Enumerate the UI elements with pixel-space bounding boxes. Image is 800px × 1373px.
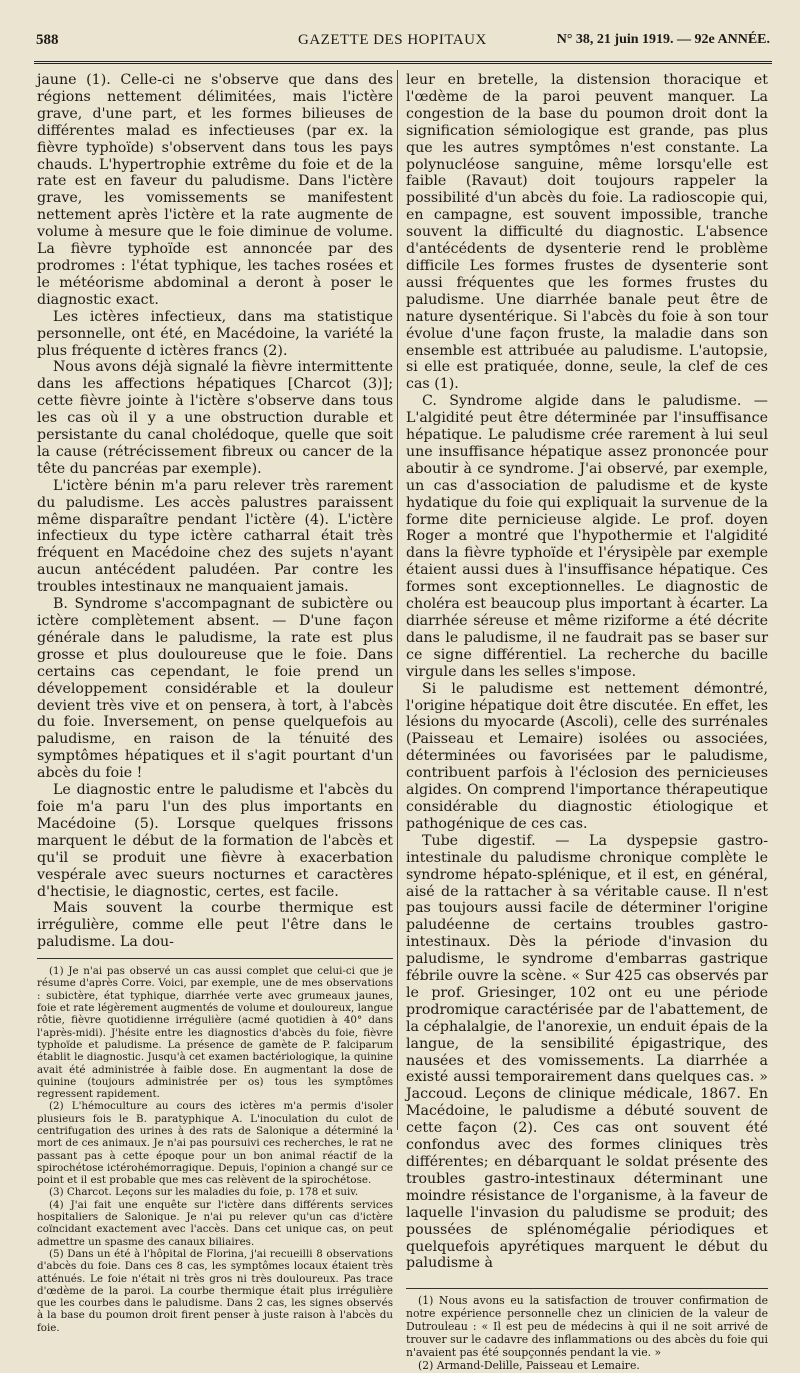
left-footnotes: [37, 965, 393, 1334]
footnote: (2) Armand-Delille, Paisseau et Lemaire.: [418, 1358, 640, 1372]
right-paragraph: Tube digestif. — La dyspepsie gastro-intestinale du paludisme chronique complète le syndrome hépato-splénique, et il est, en général, aisé de la rattacher à sa véritable cause. Il n'est pas toujours aussi facile de déterminer l'origine paludéenne de certains troubles gastro-intestinaux. Dès la période d'invasion du paludisme, le syndrome d'embarras gastrique fébrile ouvre la scène. « Sur 425 cas observés par le prof. Griesinger, 102 ont eu une période prodromique caractérisée par de l'abattement, de la céphalalgie, de l'anorexie, un enduit épais de la langue, de la sensibilité épigastrique, des nausées et des vomissements. La diarrhée a existé aussi temporairement dans quelques cas. » Jaccoud. Leçons de clinique médicale, 1867. En Macédoine, le paludisme a débuté souvent de cette façon (2). Ces cas ont souvent été confondus avec des formes cliniques très différentes; en débarquant le soldat présente des troubles gastro-intestinaux déterminant une moindre résistance de l'organisme, à la faveur de laquelle l'invasion du paludisme se produit; des poussées de splénomégalie périodiques et quelquefois apyrétiques marquent le début du paludisme à: [406, 832, 768, 1272]
left-paragraph: B. Syndrome s'accompagnant de subictère ou ictère complètement absent. — D'une façon générale dans le paludisme, la rate est plus grosse et plus douloureuse que le foie. Dans certains cas cependant, le foie prend un développement considérable et la douleur devient très vive et on pensera, à tort, à l'abcès du foie. Inversement, on pense quelquefois au paludisme, en raison de la ténuité des symptômes hépatiques et il s'agit pourtant d'un abcès du foie !: [37, 596, 393, 782]
left-paragraph: Le diagnostic entre le paludisme et l'abcès du foie m'a paru l'un des plus importants en Macédoine (5). Lorsque quelques frissons marquent le début de la formation de l'abcès et qu'il se produit une fièvre à exacerbation vespérale avec sueurs nocturnes et caractères d'hectisie, le diagnostic, certes, est facile.: [37, 782, 393, 900]
left-paragraph: Les ictères infectieux, dans ma statistique personnelle, ont été, en Macédoine, la variété la plus fréquente d ictères francs (2).: [37, 308, 393, 359]
running-header: [36, 32, 770, 56]
footnote: (1) Nous avons eu la satisfaction de trouver confirmation de notre expérience personnelle chez un clinicien de la valeur de Dutrouleau : « Il est peu de médecins à qui il ne soit arrivé de trouver sur le cadavre des inflammations ou des abcès du foie qui n'avaient pas été soupçonnés pendant la vie. »: [406, 1294, 768, 1359]
right-footnotes: [406, 1288, 768, 1372]
footnote: (3) Charcot. Leçons sur les maladies du foie, p. 178 et suiv.: [49, 1186, 359, 1199]
footnote-rule: [37, 958, 393, 959]
left-paragraph: Nous avons déjà signalé la fièvre intermittente dans les affections hépatiques [Charcot (3)]; cette fièvre jointe à l'ictère s'observe dans tous les cas où il y a une obstruction durable et persistante du canal cholédoque, quelle que soit la cause (rétrécissement fibreux ou cancer de la tête du pancréas par exemple).: [37, 359, 393, 477]
footnote-rule: [406, 1288, 768, 1289]
right-paragraph: leur en bretelle, la distension thoracique et l'œdème de la paroi peuvent manquer. La congestion de la base du poumon droit dont la signification sémiologique est grande, pas plus que les autres symptômes n'est constante. La polynucléose sanguine, même lorsqu'elle est faible (Ravaut) doit toujours rappeler la possibilité d'un abcès du foie. La radioscopie qui, en campagne, est souvent impossible, tranche souvent la difficulté du diagnostic. L'absence d'antécédents de dysenterie rend le problème difficile Les formes frustes de dysenterie sont aussi fréquentes que les formes frustes du paludisme. Une diarrhée banale peut être de nature dysentérique. Si l'abcès du foie à son tour évolue d'une façon fruste, la maladie dans son ensemble est attribuée au paludisme. L'autopsie, si elle est pratiquée, donne, seule, la clef de ces cas (1).: [406, 72, 768, 393]
footnote: (4) J'ai fait une enquête sur l'ictère dans différents services hospitaliers de Salonique. Je n'ai pu relever qu'un cas d'ictère coïncidant exactement avec l'accès. Dans cet unique cas, on peut admettre un spasme des canaux biliaires.: [37, 1198, 393, 1248]
left-paragraph: jaune (1). Celle-ci ne s'observe que dans des régions nettement délimitées, mais l'ictère grave, d'une part, et les formes bilieuses de différentes malad es infectieuses (par ex. la fièvre typhoïde) s'observent dans tous les pays chauds. L'hypertrophie extrême du foie et de la rate est en faveur du paludisme. Dans l'ictère grave, les vomissements se manifestent nettement après l'ictère et la rate augmente de volume à mesure que le foie diminue de volume. La fièvre typhoïde est annoncée par des prodromes : l'état typhique, les taches rosées et le météorisme abdominal a deront à poser le diagnostic exact.: [37, 72, 393, 308]
left-body-text: [37, 72, 393, 951]
left-column: [37, 72, 393, 1334]
right-body-text: [406, 72, 768, 1272]
left-paragraph: Mais souvent la courbe thermique est irrégulière, comme elle peut l'être dans le paludisme. La dou-: [37, 900, 393, 951]
journal-title: GAZETTE DES HOPITAUX: [298, 32, 487, 48]
page-number: 588: [36, 32, 59, 48]
footnote: (5) Dans un été à l'hôpital de Florina, j'ai recueilli 8 observations d'abcès du foie. Dans ces 8 cas, les symptômes locaux étaient très atténués. Le foie n'était ni très gros ni très douloureux. Pas trace d'œdème de la paroi. La courbe thermique était plus irrégulière que les courbes dans le paludisme. Dans 2 cas, les signes observés à la base du poumon droit firent penser à juste raison à l'abcès du foie.: [37, 1247, 393, 1334]
header-rule: [34, 61, 772, 64]
right-paragraph: Si le paludisme est nettement démontré, l'origine hépatique doit être discutée. En effet, les lésions du myocarde (Ascoli), celle des surrénales (Paisseau et Lemaire) isolées ou associées, déterminées ou favorisées par le paludisme, contribuent parfois à l'éclosion des pernicieuses algides. On comprend l'importance thérapeutique considérable du diagnostic étiologique et pathogénique de ces cas.: [406, 680, 768, 832]
right-paragraph: C. Syndrome algide dans le paludisme. — L'algidité peut être déterminée par l'insuffisance hépatique. Le paludisme crée rarement à lui seul une insuffisance hépatique assez prononcée pour aboutir à ce syndrome. J'ai observé, par exemple, un cas d'association de paludisme et de kyste hydatique du foie qui expliquait la survenue de la forme dite pernicieuse algide. Le prof. doyen Roger a montré que l'hypothermie et l'algidité dans la fièvre typhoïde et l'érysipèle par exemple étaient aussi dues à l'insuffisance hépatique. Ces formes sont exceptionnelles. Le diagnostic de choléra est beaucoup plus important à écarter. La diarrhée séreuse et même riziforme a été décrite dans le paludisme, il ne faudrait pas se baser sur ce signe différentiel. La recherche du bacille virgule dans les selles s'impose.: [406, 393, 768, 680]
footnote: (1) Je n'ai pas observé un cas aussi complet que celui-ci que je résume d'après Corre. Voici, par exemple, une de mes observations : subictère, état typhique, diarrhée verte avec grumeaux jaunes, foie et rate légèrement augmentés de volume et douloureux, langue rôtie, fièvre quotidienne irrégulière (acmé quotidien à 40° dans l'après-midi). J'hésite entre les diagnostics d'abcès du foie, fièvre typhoïde et paludisme. La présence de gamète de P. falciparum établit le diagnostic. Jusqu'à cet examen bactériologique, la quinine avait été administrée à faible dose. En augmentant la dose de quinine (toujours administrée per os) tous les symptômes regressent rapidement.: [37, 965, 393, 1101]
right-column: [406, 72, 768, 1373]
footnote: (2) L'hémoculture au cours des ictères m'a permis d'isoler plusieurs fois le B. paratyphique A. L'inoculation du culot de centrifugation des urines à des rats de Salonique a déterminé la mort de ces animaux. Je n'ai pas poursuivi ces recherches, le rat ne passant pas à cette époque pour un bon animal réactif de la spirochétose ictérohémorragique. Depuis, l'opinion a changé sur ce point et il est probable que mes cas relèvent de la spirochétose.: [37, 1100, 393, 1187]
column-divider: [397, 70, 398, 1130]
issue-info: N° 38, 21 juin 1919. — 92e ANNÉE.: [556, 32, 770, 47]
left-paragraph: L'ictère bénin m'a paru relever très rarement du paludisme. Les accès palustres paraissent même disparaître pendant l'ictère (4). L'ictère infectieux du type ictère catharral était très fréquent en Macédoine chez des sujets n'ayant aucun antécédent paludéen. Par contre les troubles intestinaux ne manquaient jamais.: [37, 477, 393, 596]
